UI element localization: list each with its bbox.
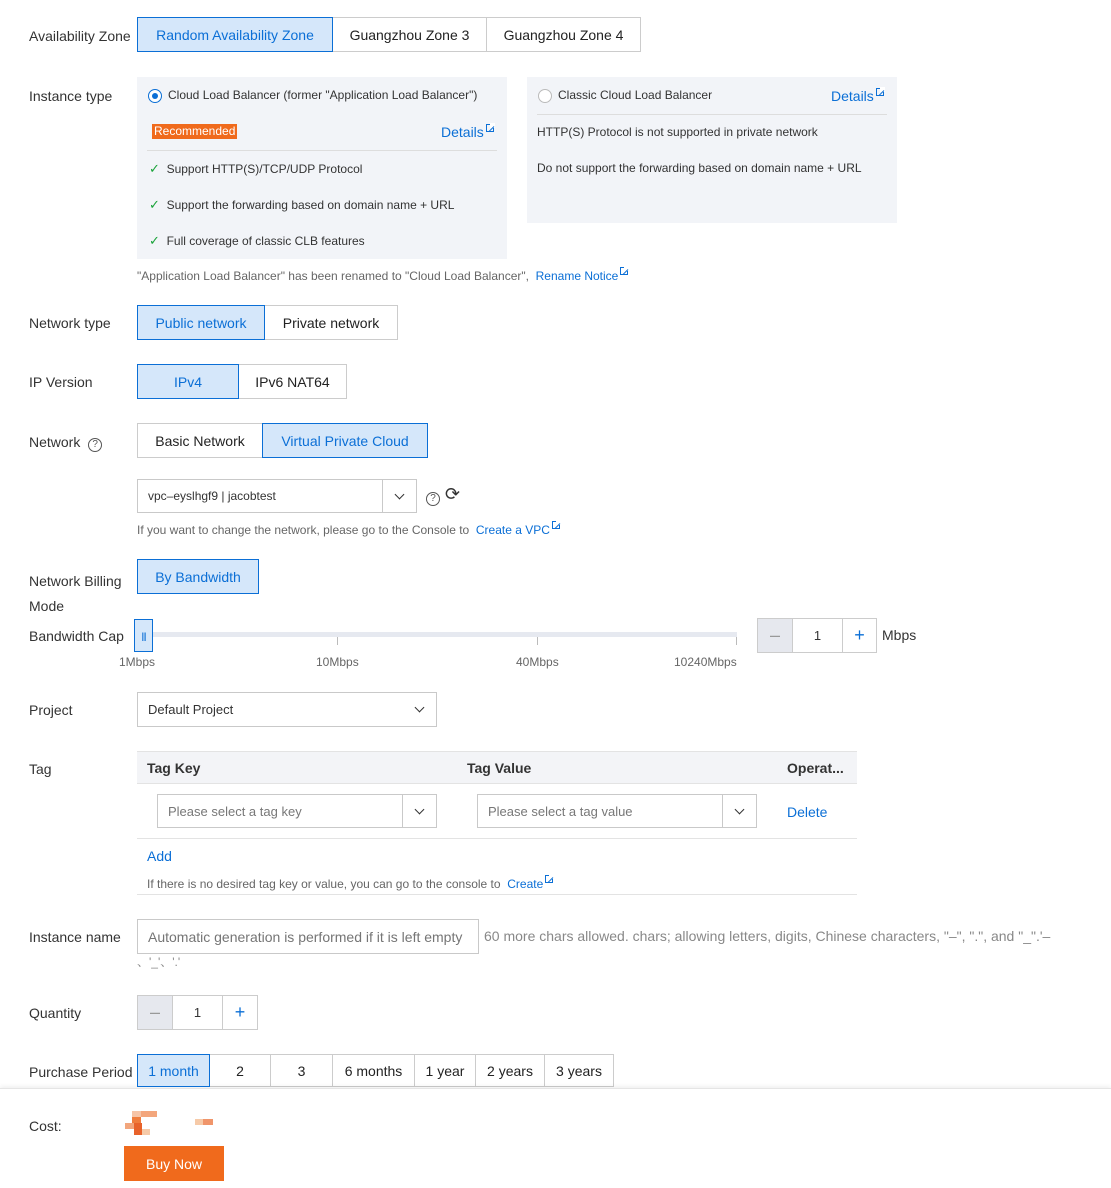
billing-mode-label-line2: Mode [29, 598, 65, 614]
billing-mode-selector [137, 559, 259, 594]
divider [137, 894, 857, 895]
project-label: Project [29, 702, 73, 718]
chevron-down-icon [395, 489, 405, 499]
clb-feature-1-text: Support HTTP(S)/TCP/UDP Protocol [166, 162, 363, 176]
tag-add-link[interactable]: Add [147, 848, 172, 864]
availability-zone-selector [137, 17, 641, 52]
instance-type-label: Instance type [29, 88, 113, 104]
classic-note-2: Do not support the forwarding based on domain name + URL [537, 161, 862, 175]
tag-key-header: Tag Key [147, 760, 201, 776]
ip-version-label: IP Version [29, 374, 93, 390]
clb-feature-1 [149, 161, 362, 177]
network-vpc[interactable]: Virtual Private Cloud [262, 423, 428, 458]
vpc-help-icon[interactable] [426, 488, 440, 506]
slider-tick [337, 637, 338, 645]
rename-notice-link[interactable]: Rename Notice [535, 269, 619, 283]
bandwidth-increment-button[interactable]: + [842, 618, 877, 653]
vpc-select-arrow[interactable] [382, 480, 416, 512]
chevron-down-icon [415, 804, 425, 814]
clb-title: Cloud Load Balancer (former "Application Load Balancer") [168, 88, 478, 102]
bandwidth-tick-1: 1Mbps [119, 655, 156, 669]
period-1-year[interactable]: 1 year [414, 1054, 476, 1087]
classic-note-1: HTTP(S) Protocol is not supported in private network [537, 125, 818, 139]
instance-name-input[interactable] [137, 919, 479, 954]
ip-version-selector [137, 364, 347, 399]
check-icon: ✓ [149, 197, 160, 212]
clb-feature-3-text: Full coverage of classic CLB features [166, 234, 365, 248]
help-icon[interactable]: ? [426, 492, 440, 506]
external-link-icon [486, 124, 494, 132]
quantity-increment-button[interactable]: + [222, 995, 258, 1030]
tag-key-arrow[interactable] [402, 795, 436, 827]
period-1-month[interactable]: 1 month [137, 1054, 210, 1087]
tag-value-header: Tag Value [467, 760, 532, 776]
slider-tick [736, 637, 737, 645]
refresh-icon[interactable]: ⟳ [445, 484, 461, 504]
instance-name-hint: 60 more chars allowed. chars; allowing letters, digits, Chinese characters, "–", ".", and "_".'– [484, 928, 1051, 944]
check-icon: ✓ [149, 161, 160, 176]
project-select-arrow[interactable] [402, 693, 436, 726]
billing-mode-label [29, 569, 122, 619]
network-selector [137, 423, 428, 458]
period-6-months[interactable]: 6 months [332, 1054, 415, 1087]
project-select[interactable] [137, 692, 437, 727]
zone-option-guangzhou-4[interactable]: Guangzhou Zone 4 [486, 17, 641, 52]
vpc-tip-text: If you want to change the network, please go to the Console to [137, 523, 470, 537]
instance-name-hint-2: 、'_'、'.' [137, 955, 181, 969]
purchase-period-label: Purchase Period [29, 1064, 133, 1080]
chevron-down-icon [735, 804, 745, 814]
cost-label: Cost: [29, 1118, 62, 1134]
help-icon[interactable]: ? [88, 438, 102, 452]
network-type-selector [137, 305, 398, 340]
bandwidth-input[interactable]: 1 [793, 618, 842, 653]
tag-value-placeholder: Please select a tag value [488, 803, 633, 819]
tag-tip [147, 875, 553, 891]
tag-value-arrow[interactable] [722, 795, 756, 827]
tag-tip-text: If there is no desired tag key or value, you can go to the console to [147, 877, 501, 891]
bandwidth-tick-3: 40Mbps [516, 655, 559, 669]
bandwidth-stepper [757, 618, 877, 653]
divider [147, 150, 497, 151]
rename-notice [137, 267, 628, 283]
billing-mode-label-line1: Network Billing [29, 573, 122, 589]
tag-key-select[interactable] [157, 794, 437, 828]
network-type-public[interactable]: Public network [137, 305, 265, 340]
bandwidth-unit: Mbps [882, 627, 917, 643]
vpc-select[interactable] [137, 479, 417, 513]
clb-radio[interactable] [148, 89, 162, 103]
network-label [29, 434, 102, 452]
network-basic[interactable]: Basic Network [137, 423, 263, 458]
purchase-footer [0, 1088, 1111, 1188]
clb-feature-3 [149, 233, 365, 249]
ip-version-ipv6-nat64[interactable]: IPv6 NAT64 [238, 364, 347, 399]
rename-note-text: "Application Load Balancer" has been renamed to "Cloud Load Balancer", [137, 269, 529, 283]
bandwidth-tick-4: 10240Mbps [674, 655, 737, 669]
clb-details-text[interactable]: Details [441, 124, 484, 140]
clb-feature-2 [149, 197, 454, 213]
slider-tick [537, 637, 538, 645]
divider [137, 838, 857, 839]
project-select-value: Default Project [148, 702, 234, 717]
network-label-text: Network [29, 434, 81, 450]
external-link-icon [620, 267, 628, 275]
check-icon: ✓ [149, 233, 160, 248]
tag-create-link[interactable]: Create [507, 877, 544, 891]
period-2-years[interactable]: 2 years [475, 1054, 545, 1087]
buy-now-button[interactable]: Buy Now [124, 1146, 224, 1181]
availability-zone-label: Availability Zone [29, 28, 131, 44]
create-vpc-link[interactable]: Create a VPC [475, 523, 550, 537]
quantity-label: Quantity [29, 1005, 82, 1021]
classic-clb-radio[interactable] [538, 89, 552, 103]
cost-value-redacted [124, 1111, 214, 1135]
quantity-decrement-button[interactable]: – [137, 995, 173, 1030]
classic-clb-title: Classic Cloud Load Balancer [558, 88, 713, 102]
clb-feature-2-text: Support the forwarding based on domain name + URL [166, 198, 455, 212]
zone-option-guangzhou-3[interactable]: Guangzhou Zone 3 [332, 17, 487, 52]
quantity-input[interactable]: 1 [173, 995, 222, 1030]
recommended-badge: Recommended [154, 124, 236, 138]
external-link-icon [876, 88, 884, 96]
vpc-select-value: vpc–eyslhgf9 | jacobtest [148, 489, 276, 503]
bandwidth-tick-2: 10Mbps [316, 655, 359, 669]
divider [537, 114, 887, 115]
period-2[interactable]: 2 [209, 1054, 271, 1087]
period-3[interactable]: 3 [270, 1054, 333, 1087]
operation-header: Operat... [787, 760, 844, 776]
purchase-period-selector [137, 1054, 614, 1087]
bandwidth-decrement-button[interactable]: – [757, 618, 793, 653]
tag-table [137, 751, 857, 894]
tag-value-select[interactable] [477, 794, 757, 828]
billing-by-bandwidth[interactable]: By Bandwidth [137, 559, 259, 594]
ip-version-ipv4[interactable]: IPv4 [137, 364, 239, 399]
classic-details-link[interactable] [831, 88, 884, 104]
external-link-icon [545, 875, 553, 883]
classic-clb-card[interactable] [527, 77, 897, 223]
bandwidth-slider-track[interactable] [145, 632, 737, 637]
bandwidth-cap-label: Bandwidth Cap [29, 628, 124, 644]
chevron-down-icon [414, 703, 424, 713]
zone-option-random[interactable]: Random Availability Zone [137, 17, 333, 52]
external-link-icon [552, 521, 560, 529]
instance-name-label: Instance name [29, 929, 121, 945]
vpc-tip [137, 521, 560, 537]
period-3-years[interactable]: 3 years [544, 1054, 614, 1087]
network-type-private[interactable]: Private network [264, 305, 398, 340]
classic-details-text[interactable]: Details [831, 88, 874, 104]
network-type-label: Network type [29, 315, 111, 331]
quantity-stepper [137, 995, 258, 1030]
clb-card[interactable] [137, 77, 507, 259]
tag-delete-link[interactable]: Delete [787, 804, 828, 820]
clb-details-link[interactable] [441, 124, 494, 140]
tag-label: Tag [29, 761, 52, 777]
tag-key-placeholder: Please select a tag key [168, 803, 302, 819]
bandwidth-slider-handle[interactable]: ||| [134, 619, 153, 652]
